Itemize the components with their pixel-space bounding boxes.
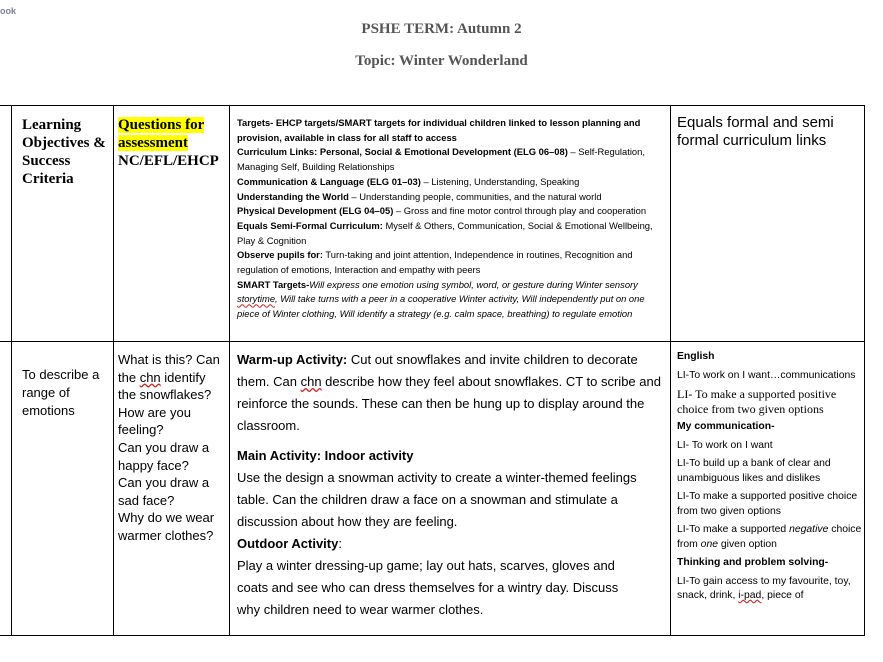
equals-links-header xyxy=(671,106,865,342)
smart-targets-text-a: Will express one emotion using symbol, word, or gesture during Winter sensory xyxy=(309,278,638,290)
question-5: Why do we wear warmer clothes? xyxy=(118,510,215,543)
physical-label: Physical Development (ELG 04–05) xyxy=(237,205,394,217)
physical-text: – Gross and fine motor control through play and cooperation xyxy=(393,205,647,217)
link-6-negative: negative xyxy=(789,524,829,535)
corner-label: ook xyxy=(0,6,17,16)
page-title: PSHE TERM: Autumn 2 xyxy=(361,21,522,37)
outdoor-line-3: why children need to wear warmer clothes. xyxy=(237,602,484,617)
link-4: LI-To build up a bank of clear and unambiguous likes and dislikes xyxy=(677,458,831,484)
link-3: LI- To work on I want xyxy=(677,439,773,451)
question-1a: What is this? Can the xyxy=(118,352,220,385)
objective-cell xyxy=(12,342,114,636)
equals-links-title: Equals formal and semi formal curriculum links xyxy=(677,114,834,149)
smart-targets-spell-flag: storytime xyxy=(237,293,276,305)
main-activity-text: Use the design a snowman activity to create a winter-themed feelings table. Can the children draw a face on a snowman and stimulate a discussion about how they are feeling. xyxy=(237,470,637,529)
warmup-text-a: Cut out snowflakes and invite children to decorate them. Can xyxy=(237,352,638,389)
link-6b: choice from xyxy=(677,524,862,550)
question-1b: identify the snowflakes? xyxy=(118,369,212,403)
world-text: – Understanding people, communities, and the natural world xyxy=(348,190,602,202)
equals-curriculum-label: Equals Semi-Formal Curriculum: xyxy=(237,219,383,231)
learning-objectives-title: Learning Objectives & Success Criteria xyxy=(22,117,106,187)
table-header-row xyxy=(0,106,865,342)
smart-targets-text-b: , Will take turns with a peer in a cooperative Winter activity, Will independently put on one piece of Winter clothing, Will identify a strategy (e.g. calm space, breathing) to regulate emotion xyxy=(237,293,645,320)
margin-cell xyxy=(0,106,12,342)
link-6c: given option xyxy=(718,538,777,550)
outdoor-colon: : xyxy=(338,536,342,551)
question-4: Can you draw a sad face? xyxy=(118,475,210,508)
link-1: LI-To work on I want…communications xyxy=(677,369,856,381)
question-3: Can you draw a happy face? xyxy=(118,439,210,473)
equals-curriculum-text: Myself & Others, Communication, Social & Emotional Wellbeing, Play & Cognition xyxy=(237,219,653,246)
question-2: How are you feeling? xyxy=(118,404,191,438)
link-5: LI-To make a supported positive choice from two given options xyxy=(677,491,858,517)
smart-targets-label: SMART Targets- xyxy=(237,278,310,290)
link-6-one: one xyxy=(700,538,719,550)
link-2: LI- To make a supported positive choice from two given options xyxy=(677,387,837,416)
main-activity-sub: : Indoor activity xyxy=(316,448,414,463)
warmup-label: Warm-up Activity: xyxy=(237,352,348,367)
main-activity-label: Main Activity xyxy=(237,448,317,463)
questions-cell xyxy=(114,342,230,636)
outdoor-line-1: Play a winter dressing-up game; lay out hats, scarves, gloves and xyxy=(237,558,615,573)
learning-objectives-header xyxy=(12,106,114,342)
link-7a: LI-To gain access to my favourite, toy, snack, drink, xyxy=(677,575,851,601)
my-communication-heading: My communication- xyxy=(677,421,775,432)
margin-cell xyxy=(0,342,12,636)
activities-cell xyxy=(230,342,671,636)
objective-text: To describe a range of emotions xyxy=(22,367,100,418)
outdoor-activity-label: Outdoor Activity xyxy=(237,536,339,551)
link-7-spell-flag: i-pad xyxy=(738,590,762,601)
world-label: Understanding the World xyxy=(237,190,349,202)
observe-label: Observe pupils for: xyxy=(237,249,323,261)
curriculum-links-text: – Self-Regulation, Managing Self, Building Relationships xyxy=(237,146,645,173)
lesson-row xyxy=(0,342,865,636)
lesson-plan-table xyxy=(0,105,865,636)
questions-subtitle: NC/EFL/EHCP xyxy=(118,153,219,169)
outdoor-line-2: coats and see who can dress themselves for a wintry day. Discuss xyxy=(237,580,619,595)
curriculum-links-label: Curriculum Links: Personal, Social & Emotional Development (ELG 06–08) xyxy=(237,146,568,158)
questions-header xyxy=(114,106,230,342)
link-6a: LI-To make a supported xyxy=(677,524,790,535)
curriculum-links-cell xyxy=(671,342,865,636)
warmup-text-b: describe how they feel about snowflakes. CT to scribe and reinforce the sounds. These can then be hung up to display around the classroom. xyxy=(237,374,661,433)
targets-header xyxy=(230,106,671,342)
link-7b: , piece of xyxy=(761,590,804,601)
question-1-spell-flag: chn xyxy=(139,369,161,385)
observe-text: Turn-taking and joint attention, Independence in routines, Recognition and regulation of emotions, Interaction and empathy with peers xyxy=(237,249,633,276)
warmup-spell-flag: chn xyxy=(300,374,322,389)
english-heading: English xyxy=(677,351,715,362)
thinking-heading: Thinking and problem solving- xyxy=(677,557,829,568)
communication-text: – Listening, Understanding, Speaking xyxy=(420,175,580,187)
page-topic: Topic: Winter Wonderland xyxy=(355,53,528,69)
targets-intro: Targets- EHCP targets/SMART targets for individual children linked to lesson planning and provision, available in class for all staff to access xyxy=(237,117,641,143)
questions-highlight: Questions for assessment xyxy=(118,117,205,151)
communication-label: Communication & Language (ELG 01–03) xyxy=(237,175,421,187)
